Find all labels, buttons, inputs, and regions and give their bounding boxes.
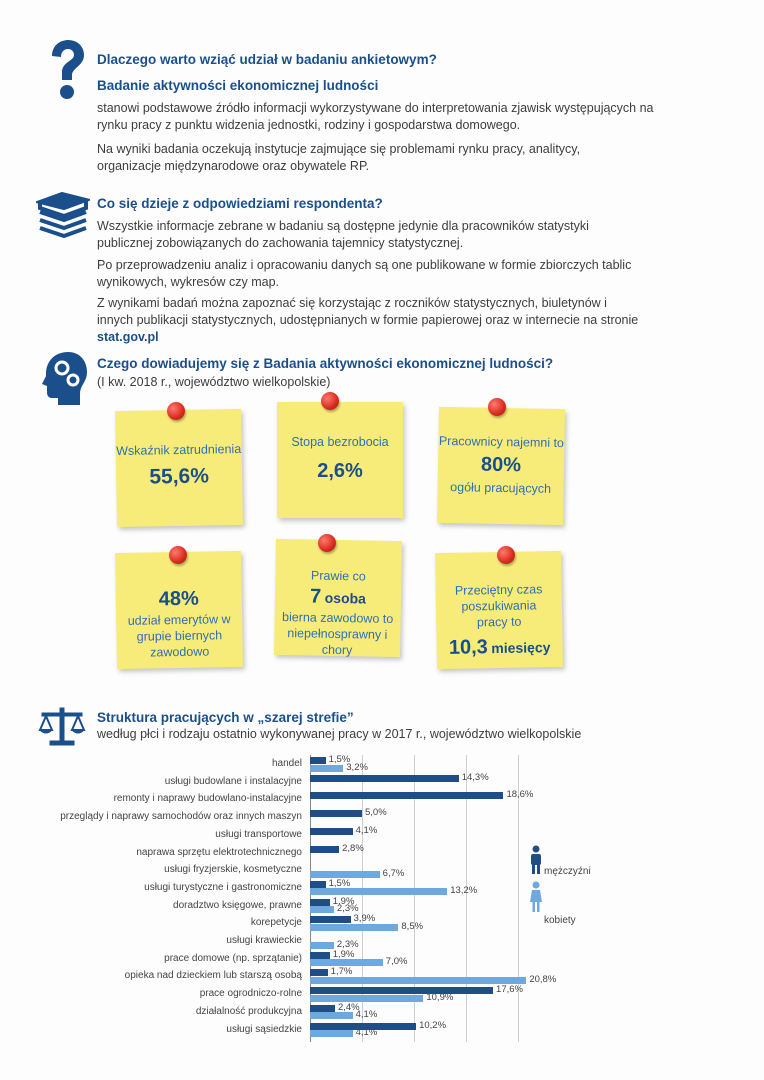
category-label: usługi krawieckie xyxy=(226,935,302,946)
value-label: 17,6% xyxy=(496,984,523,996)
value-label: 10,2% xyxy=(419,1019,447,1031)
note-value-suffix: miesięcy xyxy=(491,639,551,657)
bar-women xyxy=(310,888,447,895)
value-label: 4,1% xyxy=(355,1009,378,1021)
value-label: 7,0% xyxy=(385,956,408,968)
category-label: działalność produkcyjna xyxy=(195,1005,302,1017)
section2-title: Co się dzieje z odpowiedziami respondenta? xyxy=(97,196,383,211)
note-bottom: bierna zawodowo to niepełnosprawny i chory xyxy=(281,610,394,658)
section1-para1: stanowi podstawowe źródło informacji wykorzystywane do interpretowania zjawisk występujących na rynku pracy z punktu widzenia jednostki, rodziny i gospodarstwa domowego. xyxy=(97,101,654,132)
category-label: doradztwo księgowe, prawne xyxy=(173,899,302,911)
note-bottom: ogółu pracujących xyxy=(450,480,552,496)
value-label: 1,5% xyxy=(328,877,351,889)
note-label: Przeciętny czas poszukiwania pracy to xyxy=(454,582,543,630)
category-label: prace ogrodniczo-rolne xyxy=(199,988,302,1000)
value-label: 18,6% xyxy=(506,789,534,801)
bar-men xyxy=(310,775,459,782)
bar-women xyxy=(310,977,526,984)
category-label: korepetycje xyxy=(250,917,302,929)
value-label: 4,1% xyxy=(355,1027,378,1038)
legend-women: kobiety xyxy=(544,915,576,926)
note-label: Stopa bezrobocia xyxy=(291,435,389,449)
man-icon xyxy=(528,845,544,875)
bar-women xyxy=(310,959,383,966)
value-label: 2,3% xyxy=(336,903,359,915)
legend-men: mężczyźni xyxy=(544,866,591,877)
value-label: 3,9% xyxy=(353,913,376,925)
note-value: 7 xyxy=(309,585,322,608)
value-label: 13,2% xyxy=(450,885,478,897)
note-value-suffix: osoba xyxy=(324,589,367,607)
note-value: 55,6% xyxy=(149,464,210,489)
category-label: naprawa sprzętu elektrotechnicznego xyxy=(136,846,302,858)
value-label: 1,5% xyxy=(328,754,351,765)
note-label: Wskaźnik zatrudnienia xyxy=(116,441,242,459)
category-label: przeglądy i naprawy samochodów oraz innych maszyn xyxy=(60,811,302,823)
category-label: usługi transportowe xyxy=(215,828,302,840)
bar-men xyxy=(310,1005,335,1012)
bar-men xyxy=(310,757,326,764)
value-label: 8,5% xyxy=(401,920,424,932)
section2-para3-text: Z wynikami badań można zapoznać się korzystając z roczników statystycznych, biuletynów i innych publikacji statystycznych, udostępnianych w formie papierowej oraz w internecie na stronie xyxy=(97,296,639,327)
stat-link[interactable]: stat.gov.pl xyxy=(97,330,159,344)
note-value: 10,3 xyxy=(448,636,488,659)
value-label: 1,9% xyxy=(332,895,355,907)
note-value: 48% xyxy=(158,587,200,611)
note-value: 2,6% xyxy=(317,460,363,482)
bar-men xyxy=(310,792,503,799)
category-label: usługi turystyczne i gastronomiczne xyxy=(144,881,302,893)
category-label: remonty i naprawy budowlano-instalacyjne xyxy=(113,793,302,805)
value-label: 2,8% xyxy=(342,842,364,854)
value-label: 2,4% xyxy=(337,1001,360,1013)
value-label: 2,3% xyxy=(336,938,359,950)
section3-title: Czego dowiadujemy się z Badania aktywności ekonomicznej ludności? xyxy=(97,356,554,371)
section1-title: Dlaczego warto wziąć udział w badaniu ankietowym? xyxy=(97,52,437,67)
section4-subtitle: według płci i rodzaju ostatnio wykonywanej pracy w 2017 r., województwo wielkopolskie xyxy=(97,727,582,741)
bar-women xyxy=(310,1012,353,1019)
value-label: 14,3% xyxy=(461,771,489,783)
bar-men xyxy=(310,916,351,923)
value-label: 1,9% xyxy=(332,948,355,960)
note-label: Prawie co xyxy=(310,568,366,584)
note-label: Pracownicy najemni to xyxy=(438,433,565,451)
bar-men xyxy=(310,969,328,976)
bar-women xyxy=(310,924,398,931)
bar-women xyxy=(310,906,334,913)
category-label: usługi budowlane i instalacyjne xyxy=(164,775,302,787)
section3-subtitle: (I kw. 2018 r., województwo wielkopolskie) xyxy=(97,375,331,389)
section1-para2: Na wyniki badania oczekują instytucje zajmujące się problemami rynku pracy, analitycy, organizacje międzynarodowe oraz obywatele RP. xyxy=(97,142,581,173)
bar-women xyxy=(310,942,334,949)
bar-women xyxy=(310,995,423,1002)
bar-men xyxy=(310,881,326,888)
bar-men xyxy=(310,828,353,835)
category-label: handel xyxy=(271,758,302,769)
note-bottom: udział emerytów w grupie biernych zawodowo xyxy=(127,612,231,660)
value-label: 6,7% xyxy=(382,867,405,879)
note-value: 80% xyxy=(480,453,522,477)
bar-men xyxy=(310,846,339,853)
section2-para1: Wszystkie informacje zebrane w badaniu są dostępne jedynie dla pracowników statystyki publicznej zobowiązanych do zachowania tajemnicy statystycznej. xyxy=(97,219,589,250)
category-label: prace domowe (np. sprzątanie) xyxy=(164,952,302,964)
section2-para2: Po przeprowadzeniu analiz i opracowaniu danych są one publikowane w formie zbiorczych tablic wynikowych, wykresów czy map. xyxy=(97,258,632,289)
bar-men xyxy=(310,899,330,906)
category-label: opieka nad dzieckiem lub starszą osobą xyxy=(124,970,302,982)
value-label: 10,9% xyxy=(426,991,454,1003)
section1-subtitle: Badanie aktywności ekonomicznej ludności xyxy=(97,78,379,93)
section4-title: Struktura pracujących w „szarej strefie” xyxy=(97,710,354,725)
category-label: usługi sąsiedzkie xyxy=(226,1023,302,1035)
bar-women xyxy=(310,1030,353,1037)
value-label: 3,2% xyxy=(346,761,368,773)
bar-women xyxy=(310,871,380,878)
bar-men xyxy=(310,810,362,817)
value-label: 20,8% xyxy=(529,973,557,985)
value-label: 4,1% xyxy=(355,824,378,836)
value-label: 5,0% xyxy=(365,807,387,819)
category-label: usługi fryzjerskie, kosmetyczne xyxy=(164,864,302,876)
bar-women xyxy=(310,765,343,772)
value-label: 1,7% xyxy=(330,966,353,978)
bar-men xyxy=(310,952,330,959)
bar-men xyxy=(310,987,493,994)
woman-icon xyxy=(528,881,544,913)
